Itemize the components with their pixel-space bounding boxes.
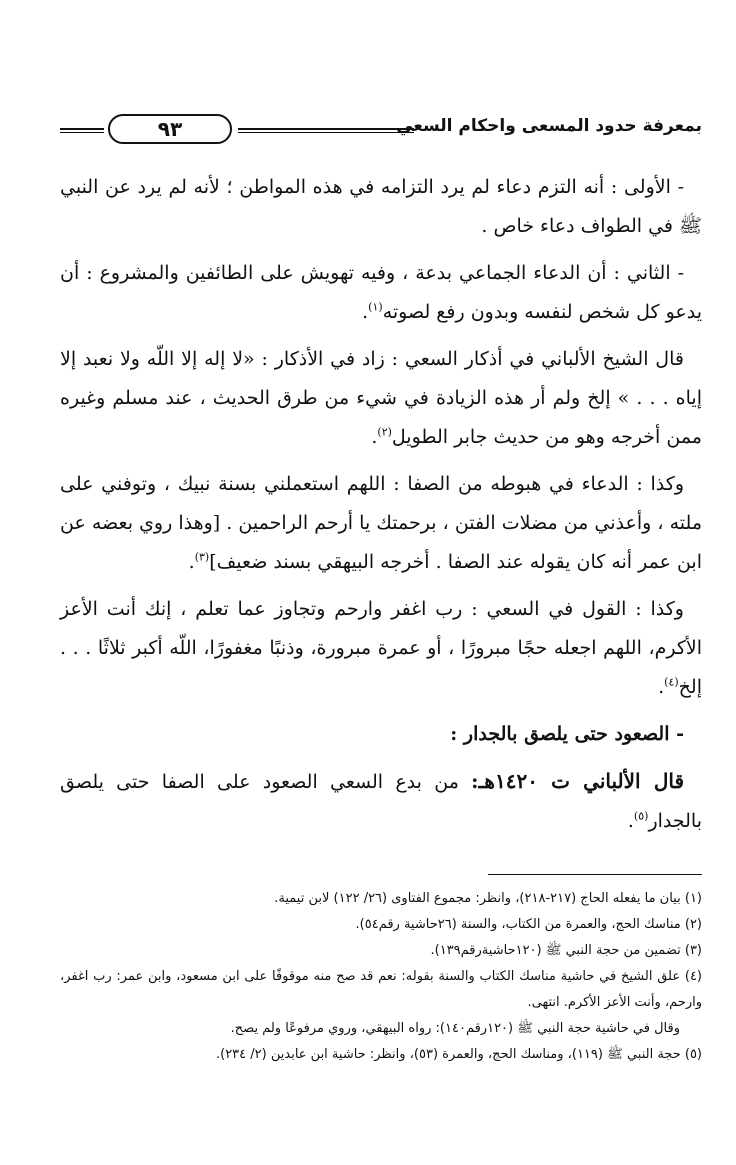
footnote-4-continuation: وقال في حاشية حجة النبي ﷺ (١٢٠رقم١٤٠): رواه البيهقي، وروي مرفوعًا ولم يصح. <box>230 1021 680 1036</box>
footnote-2: (٢) مناسك الحج، والعمرة من الكتاب، والسنة (٢٦حاشية رقم٥٤). <box>355 917 702 932</box>
paragraph-last: قال الألباني ت ١٤٢٠هـ: من بدع السعي الصعود على الصفا حتى يلصق بالجدار$^{(٥)}$. <box>60 769 702 832</box>
page-number-badge: ٩٣ <box>108 114 232 144</box>
footnote-ref-1: (١) <box>368 300 383 314</box>
footnote-ref-5: (٥) <box>633 809 649 823</box>
paragraph-sai-saying: وكذا : القول في السعي : رب اغفر وارحم وتجاوز عما تعلم ، إنك أنت الأعز الأكرم، اللهم اجعله حجًا مبرورًا ، أو عمرة مبرورة، وذنبًا مغفورًا، اللّه أكبر ثلاثًا . . . إلخ$^{(٤)}$. <box>60 598 702 698</box>
footnote-3: (٣) تضمين من حجة النبي ﷺ (١٢٠حاشيةرقم١٣٩). <box>430 943 702 958</box>
footnote-ref-3: (٣) <box>194 550 210 564</box>
paragraph-second: - الثاني : أن الدعاء الجماعي بدعة ، وفيه تهويش على الطائفين والمشروع : أن يدعو كل شخص لنفسه وبدون رفع لصوته$^{(١)}$. <box>60 262 702 323</box>
running-title: بمعرفة حدود المسعى واحكام السعي <box>396 116 702 136</box>
main-text <box>60 168 702 849</box>
last-paragraph-lead: قال الألباني ت ١٤٢٠هـ: <box>471 769 684 793</box>
paragraph-first: - الأولى : أنه التزم دعاء لم يرد التزامه في هذه المواطن ؛ لأنه لم يرد عن النبي ﷺ في الطواف دعاء خاص . <box>60 176 702 237</box>
footnote-ref-4: (٤) <box>664 675 679 689</box>
footnote-4: (٤) علق الشيخ في حاشية مناسك الكتاب والسنة بقوله: نعم قد صح منه موقوفًا على ابن مسعود، وابن عمر: رب اغفر، وارحم، وأنت الأعز الأكرم. انتهى. <box>60 969 702 1010</box>
paragraph-descent-dua: وكذا : الدعاء في هبوطه من الصفا : اللهم استعملني بسنة نبيك ، وتوفني على ملته ، وأعذني من مضلات الفتن ، برحمتك يا أرحم الراحمين . [وهذا روي بعضه عن ابن عمر أنه كان يقوله عند الصفا . أخرجه البيهقي بسند ضعيف]$^{(٣)}$. <box>60 473 702 573</box>
header-rule-left <box>60 128 104 133</box>
footnote-separator <box>488 874 702 875</box>
footnote-5: (٥) حجة النبي ﷺ (١١٩)، ومناسك الحج، والعمرة (٥٣)، وانظر: حاشية ابن عابدين (٢/ ٢٣٤). <box>215 1047 702 1062</box>
footnote-1: (١) بيان ما يفعله الحاج (٢١٧-٢١٨)، وانظر: مجموع الفتاوى (٢٦/ ١٢٢) لابن تيمية. <box>274 891 702 906</box>
footnote-ref-2: (٢) <box>377 425 392 439</box>
section-heading: - الصعود حتى يلصق بالجدار : <box>450 723 684 745</box>
page-header <box>60 112 702 152</box>
footnotes <box>60 886 702 1068</box>
paragraph-albani: قال الشيخ الألباني في أذكار السعي : زاد في الأذكار : «لا إله إلا اللّه ولا نعبد إلا إياه . . . » إلخ ولم أر هذه الزيادة في شيء من طرق الحديث ، عند مسلم وغيره ممن أخرجه وهو من حديث جابر الطويل$^{(٢)}$. <box>60 348 702 448</box>
header-rule-middle <box>238 128 414 133</box>
